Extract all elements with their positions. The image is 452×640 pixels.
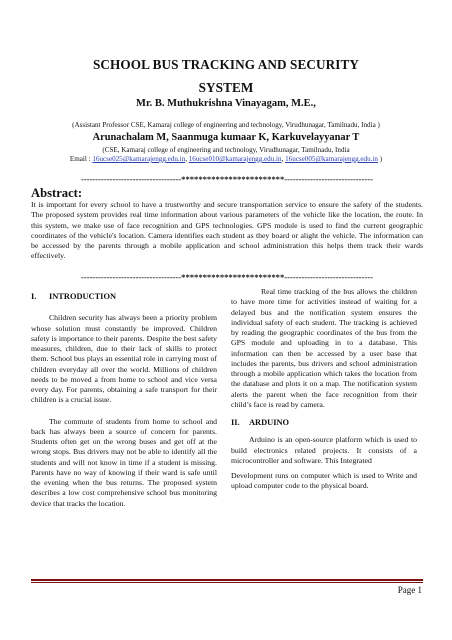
abstract-body: It is important for every school to have a trustworthy and secure transportation service to ensure the safety of the students. The proposed system provides real time information about various parameters of the vehicle like the location, the route. In this system, we make use of face recognition and GPS technologies. GPS module is used to find the current geographic coordinates of the vehicle's location. Camera identifies each student as they board or alight the vehicle. The information can be accessed by the parents through a mobile application and school administration this helps them track their wards effectively.	[31, 200, 423, 261]
email-line	[0, 155, 452, 163]
author-primary-affiliation: (Assistant Professor CSE, Kamaraj college of engineering and technology, Virudhunagar, Tamilnadu, India )	[72, 121, 380, 129]
author-students: Arunachalam M, Saanmuga kumaar K, Karkuvelayyanar T	[92, 132, 360, 143]
intro-paragraph-1: Children security has always been a priority problem whose solution must constantly be improved. Children safety is importance to their parents. Despite the best safety measures, children, due to their lack of skills to protect them. School bus plays an essential role in carrying most of children everyday all over the world. Millions of children needs to be moved a from home to school and vice versa every day. For parents, obtaining a safe transport for their children is a crucial issue.	[31, 313, 217, 405]
email-prefix: Email :	[69, 155, 93, 163]
tracking-paragraph: Real time tracking of the bus allows the children to have more time for activities instead of waiting for a delayed bus and the notification system ensures the individual safety of each student. The tracking is achieved by reading the geographic coordinates of the bus from the GPS module and uploading in to a database. This information can then be accessed by a user base that includes the parents, bus drivers and school administration through a mobile application which takes the location from the database and plots it on a map. The notification system alerts the parent when the face recognition from their child’s face is read by camera.	[231, 287, 417, 409]
separator-top: -----------------------------------************************-------------------------------	[80, 174, 373, 184]
section-heading-arduino	[231, 418, 417, 428]
section-number: I.	[31, 292, 37, 301]
arduino-paragraph-2: Development runs on computer which is used to Write and upload computer code to the physical board.	[231, 471, 417, 491]
intro-paragraph-2: The commute of students from home to school and back has always been a source of concern for parents. Students often get on the wrong buses and get off at the wrong stops. Bus drivers may not be able to identify all the students and will not know in time if a student is missing. Parents have no way of knowing if their ward is safe until the evening when the bus returns. The proposed system describes a low cost comprehensive school bus monitoring device that tracks the location.	[31, 416, 217, 508]
section-title: ARDUINO	[249, 418, 290, 427]
footer-rule-thin	[31, 582, 423, 583]
arduino-paragraph-1: Arduino is an open-source platform which is used to build electronics related projects. It consists of a microcontroller and software. This Integrated	[231, 435, 417, 465]
email-link-2[interactable]: 16ucse010@kamarajengg.edu.in	[188, 155, 282, 163]
paper-title-line2: SYSTEM	[198, 80, 254, 95]
email-link-3[interactable]: 16ucse005@kamarajengg.edu.in	[285, 155, 378, 163]
section-heading-introduction	[31, 292, 217, 302]
abstract-heading: Abstract:	[31, 186, 83, 200]
email-link-1[interactable]: 16ucse025@kamarajengg.edu.in	[92, 155, 186, 163]
page-number: Page 1	[397, 585, 422, 595]
left-column	[31, 292, 217, 509]
author-primary: Mr. B. Muthukrishna Vinayagam, M.E.,	[136, 98, 316, 109]
author-students-affiliation: (CSE, Kamaraj college of engineering and technology, Virudhunagar, Tamilnadu, India	[102, 146, 350, 154]
email-separator: ,	[185, 155, 189, 163]
paper-title-line1: SCHOOL BUS TRACKING AND SECURITY	[92, 57, 360, 72]
section-title: INTRODUCTION	[49, 292, 117, 301]
email-separator: ,	[281, 155, 286, 163]
email-suffix: )	[377, 155, 383, 163]
section-number: II.	[231, 418, 240, 427]
right-column	[231, 287, 417, 492]
separator-bottom: -----------------------------------************************-------------------------------	[80, 272, 373, 282]
footer-rule	[31, 579, 423, 581]
